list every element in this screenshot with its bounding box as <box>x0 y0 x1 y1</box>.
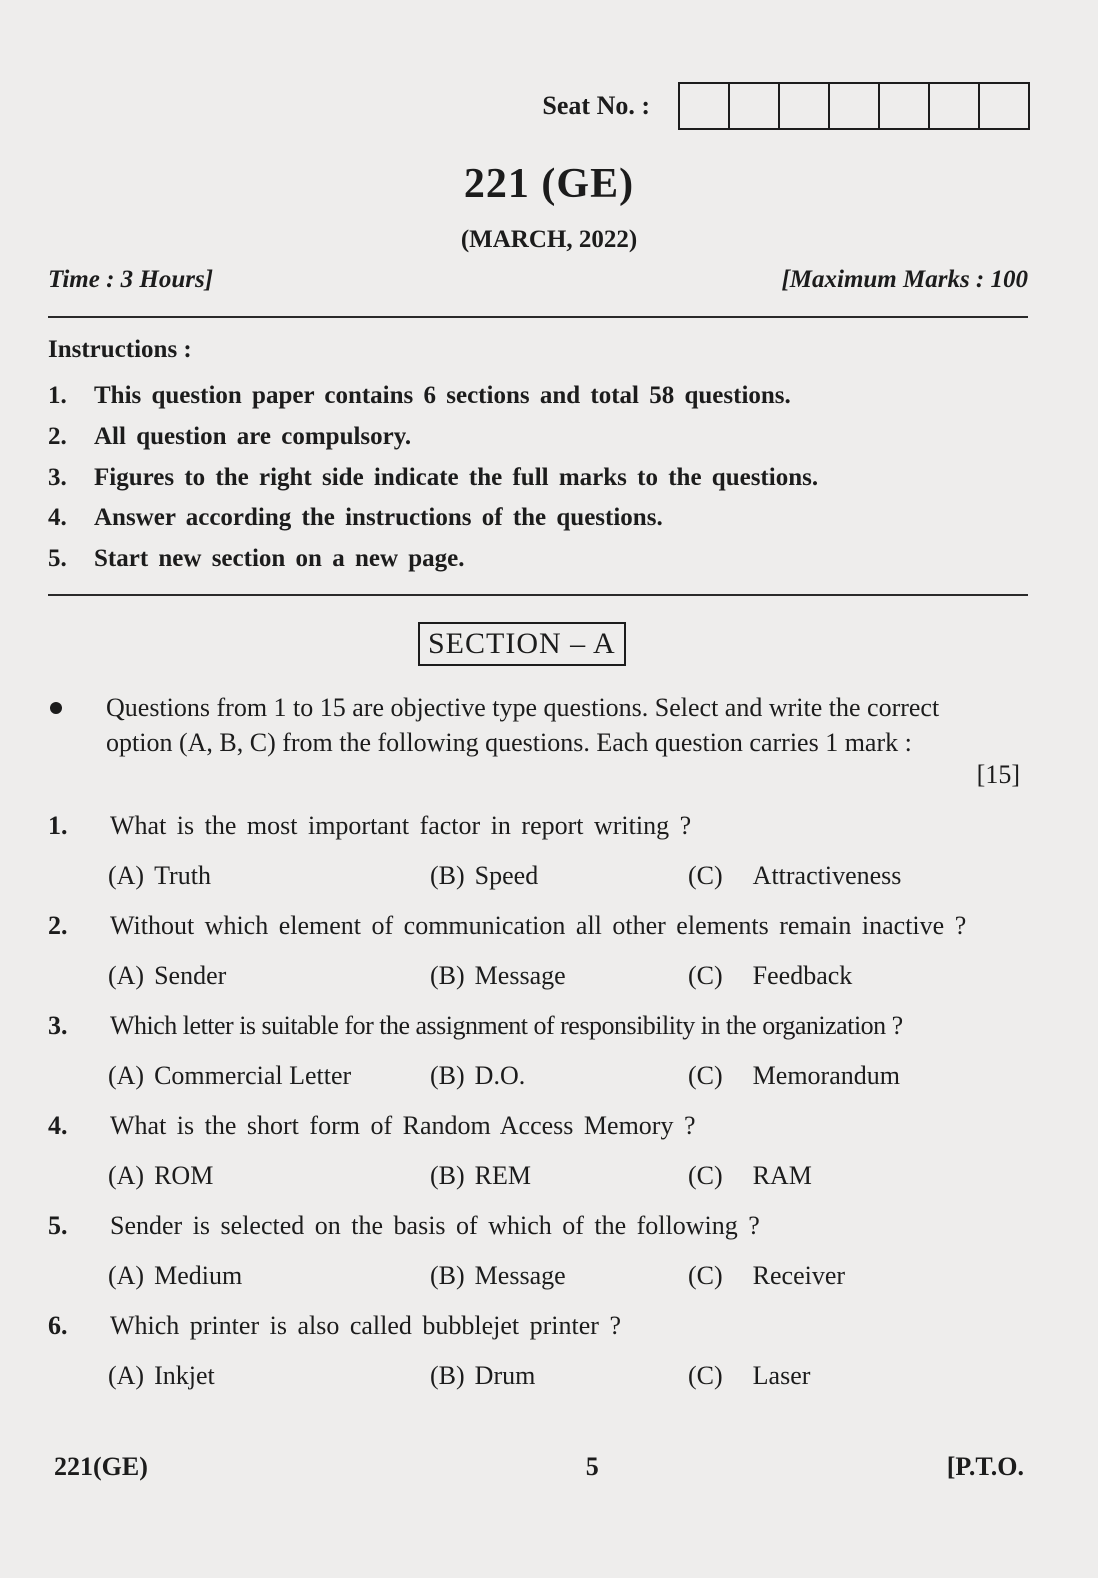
instruction-item <box>48 376 1048 417</box>
question-item <box>48 1108 1038 1194</box>
page-footer <box>54 1452 1024 1482</box>
question-text: Sender is selected on the basis of which of the following ? <box>110 1211 760 1240</box>
question-number: 5. <box>48 1211 68 1240</box>
option-a: (A) Inkjet <box>108 1361 215 1390</box>
question-number: 1. <box>48 811 68 840</box>
options-row <box>108 1358 1038 1394</box>
footer-paper-code: 221(GE) <box>54 1452 148 1481</box>
question-number: 2. <box>48 911 68 940</box>
seat-digit-box <box>730 84 780 128</box>
option-b: (B) Message <box>430 1261 566 1290</box>
options-row <box>108 1058 1038 1094</box>
options-row <box>108 1158 1038 1194</box>
section-note-text: Questions from 1 to 15 are objective type questions. Select and write the correct option (A, B, C) from the following questions. Each question carries 1 mark : <box>106 693 940 757</box>
instructions-title: Instructions : <box>48 336 192 363</box>
seat-digit-box <box>880 84 930 128</box>
instruction-number: 2. <box>48 423 67 451</box>
question-item <box>48 1008 1038 1094</box>
instruction-item <box>48 457 1048 498</box>
section-note <box>48 690 1028 789</box>
question-number: 3. <box>48 1011 68 1040</box>
instruction-number: 5. <box>48 545 67 573</box>
seat-digit-box <box>930 84 980 128</box>
seat-digit-box <box>780 84 830 128</box>
seat-number-label: Seat No. : <box>542 91 650 120</box>
option-b: (B) REM <box>430 1161 532 1190</box>
question-text: What is the most important factor in report writing ? <box>110 811 692 840</box>
instruction-text: Answer according the instructions of the questions. <box>94 504 663 532</box>
page-number: 5 <box>585 1452 599 1481</box>
seat-digit-box <box>680 84 730 128</box>
seat-number-boxes <box>678 82 1030 130</box>
instruction-text: This question paper contains 6 sections and total 58 questions. <box>94 382 791 410</box>
instruction-number: 3. <box>48 463 67 491</box>
instruction-number: 1. <box>48 382 67 410</box>
question-number: 4. <box>48 1111 68 1140</box>
question-number: 6. <box>48 1311 68 1340</box>
question-item <box>48 908 1038 994</box>
instruction-item <box>48 539 1048 580</box>
instruction-text: Start new section on a new page. <box>94 545 465 573</box>
option-c: (C) Attractiveness <box>688 861 902 890</box>
option-b: (B) Drum <box>430 1361 536 1390</box>
please-turn-over: [P.T.O. <box>946 1452 1024 1481</box>
question-item <box>48 1308 1038 1394</box>
option-a: (A) Commercial Letter <box>108 1061 352 1090</box>
bullet-icon <box>50 702 62 714</box>
question-text: What is the short form of Random Access Memory ? <box>110 1111 696 1140</box>
option-a: (A) Truth <box>108 861 211 890</box>
instruction-number: 4. <box>48 504 67 532</box>
question-item <box>48 1208 1038 1294</box>
option-c: (C) RAM <box>688 1161 812 1190</box>
instruction-item <box>48 417 1048 458</box>
seat-digit-box <box>980 84 1028 128</box>
options-row <box>108 858 1038 894</box>
maximum-marks: [Maximum Marks : 100 <box>781 266 1028 293</box>
exam-date: (MARCH, 2022) <box>460 226 638 253</box>
question-text: Which printer is also called bubblejet printer ? <box>110 1311 621 1340</box>
paper-code: 221 (GE) <box>463 161 635 207</box>
options-row <box>108 1258 1038 1294</box>
option-b: (B) Message <box>430 961 566 990</box>
instruction-text: All question are compulsory. <box>94 423 412 451</box>
option-b: (B) D.O. <box>430 1061 526 1090</box>
section-title: SECTION – A <box>418 622 626 666</box>
seat-digit-box <box>830 84 880 128</box>
question-list <box>48 808 1038 1408</box>
section-marks: [15] <box>976 760 1020 789</box>
question-text: Which letter is suitable for the assignment of responsibility in the organization ? <box>110 1011 903 1040</box>
option-a: (A) Sender <box>108 961 227 990</box>
instruction-item <box>48 498 1048 539</box>
options-row <box>108 958 1038 994</box>
option-c: (C) Feedback <box>688 961 853 990</box>
instruction-text: Figures to the right side indicate the full marks to the questions. <box>94 463 819 491</box>
question-item <box>48 808 1038 894</box>
time-marks-row <box>48 266 1028 294</box>
option-c: (C) Memorandum <box>688 1061 900 1090</box>
option-c: (C) Receiver <box>688 1261 846 1290</box>
option-b: (B) Speed <box>430 861 539 890</box>
option-a: (A) Medium <box>108 1261 243 1290</box>
top-divider <box>48 316 1028 318</box>
instructions-divider <box>48 594 1028 596</box>
instructions-list <box>48 376 1048 579</box>
option-c: (C) Laser <box>688 1361 811 1390</box>
time-allowed: Time : 3 Hours] <box>48 266 214 293</box>
question-text: Without which element of communication all other elements remain inactive ? <box>110 911 967 940</box>
option-a: (A) ROM <box>108 1161 214 1190</box>
seat-number-area <box>0 82 1030 130</box>
